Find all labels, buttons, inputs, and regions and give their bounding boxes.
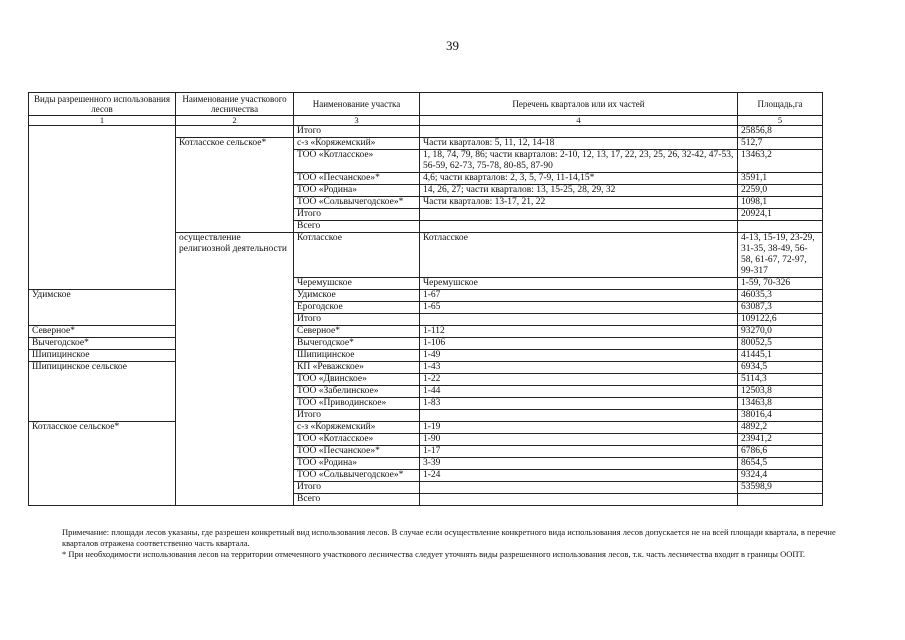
plot-cell: Итого — [294, 482, 420, 494]
area-cell: 512,7 — [738, 138, 823, 150]
area-cell: 63087,3 — [738, 302, 823, 314]
area-cell: 4892,2 — [738, 422, 823, 434]
header-area: Площадь,га — [738, 93, 823, 116]
plot-cell: Итого — [294, 410, 420, 422]
plot-cell: ТОО «Песчанское»* — [294, 446, 420, 458]
plot-cell: Северное* — [294, 326, 420, 338]
header-forestry-name: Наименование участкового лесничества — [176, 93, 294, 116]
forestry-cell: Шипицинское сельское — [29, 362, 176, 422]
plot-cell: Итого — [294, 126, 420, 138]
area-cell: 20924,1 — [738, 209, 823, 221]
area-cell: 1098,1 — [738, 197, 823, 209]
forestry-cell: Всего — [294, 221, 420, 233]
plot-cell: с-з «Коряжемский» — [294, 138, 420, 150]
area-cell: 13463,8 — [738, 398, 823, 410]
area-cell: 53598,9 — [738, 482, 823, 494]
area-cell: 41445,1 — [738, 350, 823, 362]
quarters-cell: 1-83 — [420, 398, 738, 410]
forestry-cell-empty — [176, 126, 294, 138]
table-row — [29, 326, 823, 338]
quarters-cell: 4-13, 15-19, 23-29, 31-35, 38-49, 56-58, 61-67, 72-97, 99-317 — [738, 233, 823, 278]
quarters-cell: 4,6; части кварталов: 2, 3, 5, 7-9, 11-14,15* — [420, 173, 738, 185]
table-row — [29, 422, 823, 434]
use-type-cell: осуществление религиозной деятельности — [176, 233, 294, 506]
header-plot-name: Наименование участка — [294, 93, 420, 116]
quarters-cell: 1-49 — [420, 350, 738, 362]
forestry-cell: Удимское — [29, 290, 176, 326]
plot-cell: Итого — [294, 209, 420, 221]
plot-cell: ТОО «Забелинское» — [294, 386, 420, 398]
area-cell: 3591,1 — [738, 173, 823, 185]
note-asterisk: * При необходимости использования лесов на территории отмеченного участкового лесничества следует уточнять виды разрешенного использования лесов, т.к. часть лесничества входит в границы ООПТ. — [62, 549, 806, 559]
quarters-cell — [738, 221, 823, 233]
quarters-cell: 1, 18, 74, 79, 86; части кварталов: 2-10, 12, 13, 17, 22, 23, 25, 26, 32-42, 47-53, 56-59, 62-73, 75-78, 80-85, 87-90 — [420, 150, 738, 173]
forestry-cell: Черемушское — [294, 278, 420, 290]
area-cell: 2259,0 — [738, 185, 823, 197]
quarters-cell: 1-17 — [420, 446, 738, 458]
table-row — [29, 362, 823, 374]
plot-cell: Ерогодское — [294, 302, 420, 314]
quarters-cell: 1-65 — [420, 302, 738, 314]
forestry-cell: Северное* — [29, 326, 176, 338]
quarters-cell: 1-106 — [420, 338, 738, 350]
plot-cell: КП «Реважское» — [294, 362, 420, 374]
plot-cell — [420, 494, 738, 506]
area-cell: 5114,3 — [738, 374, 823, 386]
page-number: 39 — [446, 38, 459, 53]
table-header-row — [29, 93, 823, 116]
plot-cell: ТОО «Котласское» — [294, 434, 420, 446]
plot-cell — [420, 221, 738, 233]
quarters-cell: Части кварталов: 5, 11, 12, 14-18 — [420, 138, 738, 150]
forestry-cell: Вычегодское* — [29, 338, 176, 350]
column-number: 4 — [420, 116, 738, 126]
forestry-cell: Шипицинское — [29, 350, 176, 362]
plot-cell: ТОО «Приводинское» — [294, 398, 420, 410]
quarters-cell: 14, 26, 27; части кварталов: 13, 15-25, 28, 29, 32 — [420, 185, 738, 197]
plot-cell: Котласское — [420, 233, 738, 278]
quarters-cell: 1-67 — [420, 290, 738, 302]
column-number-row — [29, 116, 823, 126]
area-cell: 38016,4 — [738, 410, 823, 422]
note-areas: Примечание: площади лесов указаны, где разрешен конкретный вид использования лесов. В случае если осуществление конкретного вида использования лесов допускается не на всей площади квартала, в перечне кварталов отражена соответственно часть квартала. — [62, 527, 836, 548]
quarters-cell: 1-19 — [420, 422, 738, 434]
area-cell: 6934,5 — [738, 362, 823, 374]
quarters-cell: 1-43 — [420, 362, 738, 374]
quarters-cell: 1-24 — [420, 470, 738, 482]
plot-cell: ТОО «Родина» — [294, 185, 420, 197]
quarters-cell: Части кварталов: 13-17, 21, 22 — [420, 197, 738, 209]
plot-cell: ТОО «Песчанское»* — [294, 173, 420, 185]
table-row — [29, 350, 823, 362]
quarters-cell — [420, 482, 738, 494]
plot-cell: с-з «Коряжемский» — [294, 422, 420, 434]
quarters-cell: 1-22 — [420, 374, 738, 386]
quarters-cell — [420, 314, 738, 326]
forestry-cell: Котласское сельское* — [176, 138, 294, 233]
header-use-type: Виды разрешенного использования лесов — [29, 93, 176, 116]
table-row — [29, 290, 823, 302]
column-number: 2 — [176, 116, 294, 126]
plot-cell: ТОО «Сольвычегодское»* — [294, 197, 420, 209]
forestry-cell: Всего — [294, 494, 420, 506]
area-cell: 6786,6 — [738, 446, 823, 458]
plot-cell: Шипицинское — [294, 350, 420, 362]
area-cell: 46035,3 — [738, 290, 823, 302]
plot-cell: Итого — [294, 314, 420, 326]
quarters-cell — [738, 494, 823, 506]
quarters-cell: 3-39 — [420, 458, 738, 470]
column-number: 5 — [738, 116, 823, 126]
plot-cell: Черемушское — [420, 278, 738, 290]
plot-cell: ТОО «Родина» — [294, 458, 420, 470]
area-cell: 80052,5 — [738, 338, 823, 350]
area-cell: 12503,8 — [738, 386, 823, 398]
forestry-cell: Котласское сельское* — [29, 422, 176, 506]
plot-cell: ТОО «Двинское» — [294, 374, 420, 386]
quarters-cell: 1-44 — [420, 386, 738, 398]
forestry-cell: Котласское — [294, 233, 420, 278]
quarters-cell — [420, 126, 738, 138]
forest-use-table — [28, 92, 823, 506]
area-cell: 23941,2 — [738, 434, 823, 446]
quarters-cell: 1-90 — [420, 434, 738, 446]
column-number: 3 — [294, 116, 420, 126]
column-number: 1 — [29, 116, 176, 126]
area-cell: 8654,5 — [738, 458, 823, 470]
area-cell: 109122,6 — [738, 314, 823, 326]
table-row — [29, 338, 823, 350]
table-row — [29, 126, 823, 138]
plot-cell: ТОО «Сольвычегодское»* — [294, 470, 420, 482]
plot-cell: Удимское — [294, 290, 420, 302]
header-quarters-list: Перечень кварталов или их частей — [420, 93, 738, 116]
quarters-cell: 1-59, 70-326 — [738, 278, 823, 290]
table-notes — [62, 527, 862, 560]
use-type-cell-empty — [29, 126, 176, 290]
plot-cell: ТОО «Котласское» — [294, 150, 420, 173]
area-cell: 25856,8 — [738, 126, 823, 138]
area-cell: 13463,2 — [738, 150, 823, 173]
area-cell: 93270,0 — [738, 326, 823, 338]
plot-cell: Вычегодское* — [294, 338, 420, 350]
quarters-cell — [420, 209, 738, 221]
area-cell: 9324,4 — [738, 470, 823, 482]
quarters-cell: 1-112 — [420, 326, 738, 338]
quarters-cell — [420, 410, 738, 422]
